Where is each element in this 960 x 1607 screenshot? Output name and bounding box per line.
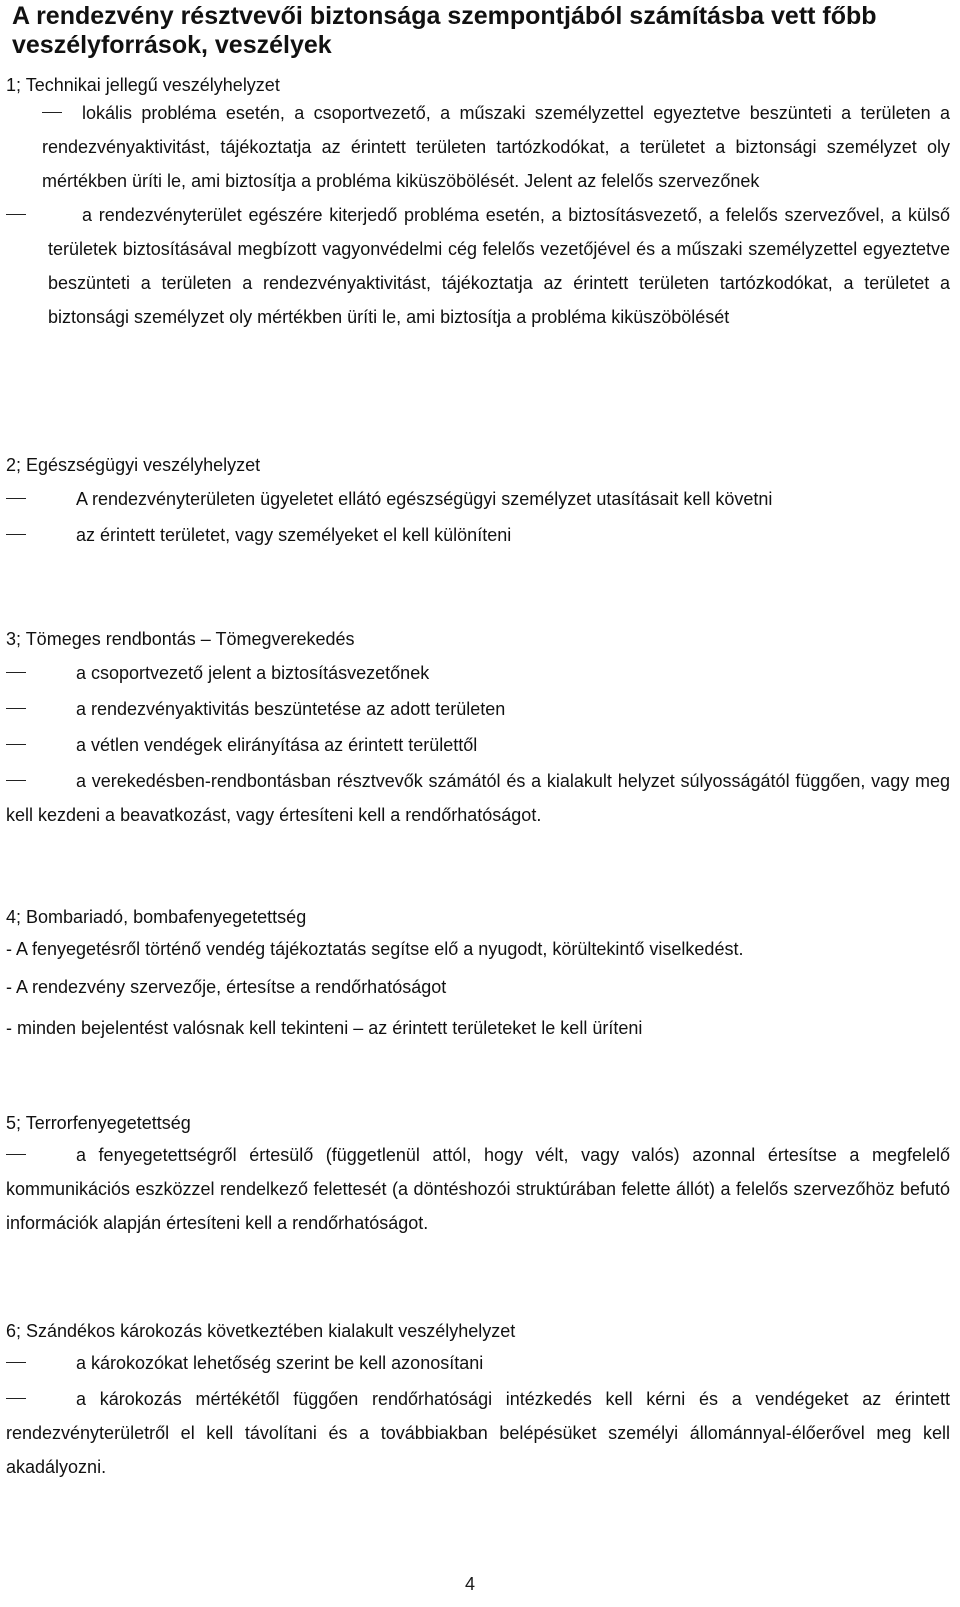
section-bomb-threat — [6, 906, 950, 1050]
list-item-text: a rendezvényterület egészére kiterjedő probléma esetén, a biztosításvezető, a felelős szervezővel, a külső területek biztosításával megbízott vagyonvédelmi cég felelős vezetőjével és a műszaki személyzettel egyeztetve beszünteti a területen a rendezvényaktivitást, tájékoztatja az érintett területen tartózkodókat, a területet a biztonsági személyzet oly mértékben üríti le, ami biztosítja a probléma kiküszöbölését — [48, 205, 950, 327]
section-technical-hazard — [6, 74, 950, 334]
list-item — [6, 1382, 950, 1484]
dash-bullet — [6, 534, 26, 535]
list-item — [6, 1138, 950, 1240]
dash-bullet — [6, 672, 26, 673]
list-item-text: a rendezvényaktivitás beszüntetése az adott területen — [76, 699, 506, 719]
list-item-text: a fenyegetettségről értesülő (függetlenül attól, hogy vélt, vagy valós) azonnal értesítse a megfelelő kommunikációs eszközzel rendelkező felettesét (a döntéshozói struktúrában felette állót) a felelős szervezőhöz befutó információk alapján értesíteni kell a rendőrhatóságot. — [6, 1145, 950, 1233]
list-item — [6, 198, 950, 334]
section-intentional-damage — [6, 1320, 950, 1484]
list-item-text: a vétlen vendégek elirányítása az érintett területtől — [76, 735, 478, 755]
list-item — [6, 1346, 950, 1380]
section-health-hazard — [6, 454, 950, 552]
section-heading: 4; Bombariadó, bombafenyegetettség — [6, 907, 307, 927]
document-title: A rendezvény résztvevői biztonsága szempontjából számításba vett főbb veszélyforrások, veszélyek — [12, 2, 877, 59]
list-item — [6, 482, 950, 516]
section-mass-disturbance — [6, 628, 950, 832]
list-item-text: a károkozókat lehetőség szerint be kell azonosítani — [76, 1353, 484, 1373]
page-number: 4 — [464, 1574, 475, 1594]
section-heading: 1; Technikai jellegű veszélyhelyzet — [6, 75, 280, 95]
list-item — [6, 728, 950, 762]
list-item: - A rendezvény szervezője, értesítse a rendőrhatóságot — [6, 977, 447, 997]
dash-bullet — [6, 780, 26, 781]
list-item — [6, 656, 950, 690]
dash-bullet — [6, 214, 26, 215]
dash-bullet — [6, 1154, 26, 1155]
list-item-text: a károkozás mértékétől függően rendőrhatósági intézkedés kell kérni és a vendégeket az érintett rendezvényterületről el kell távolítani és a továbbiakban belépésüket személyi állománnyal-élőerővel meg kell akadályozni. — [6, 1389, 950, 1477]
section-terror-threat — [6, 1112, 950, 1240]
list-item — [6, 518, 950, 552]
list-item: - A fenyegetésről történő vendég tájékoztatás segítse elő a nyugodt, körültekintő viselkedést. — [6, 939, 744, 959]
list-item-text: A rendezvényterületen ügyeletet ellátó egészségügyi személyzet utasításait kell követni — [76, 489, 773, 509]
dash-bullet — [6, 1398, 26, 1399]
dash-bullet — [6, 498, 26, 499]
dash-bullet — [42, 112, 62, 113]
list-item: - minden bejelentést valósnak kell tekinteni – az érintett területeket le kell üríteni — [6, 1018, 643, 1038]
list-item — [6, 96, 950, 198]
list-item-text: a csoportvezető jelent a biztosításvezetőnek — [76, 663, 430, 683]
list-item — [6, 692, 950, 726]
dash-bullet — [6, 1362, 26, 1363]
section-heading: 6; Szándékos károkozás következtében kialakult veszélyhelyzet — [6, 1321, 516, 1341]
section-heading: 2; Egészségügyi veszélyhelyzet — [6, 455, 261, 475]
dash-bullet — [6, 708, 26, 709]
dash-bullet — [6, 744, 26, 745]
list-item — [6, 764, 950, 832]
section-heading: 3; Tömeges rendbontás – Tömegverekedés — [6, 629, 355, 649]
list-item-text: az érintett területet, vagy személyeket el kell különíteni — [76, 525, 512, 545]
list-item-text: lokális probléma esetén, a csoportvezető, a műszaki személyzettel egyeztetve beszünteti a területen a rendezvényaktivitást, tájékoztatja az érintett területen tartózkodókat, a területet a biztonsági személyzet oly mértékben üríti le, ami biztosítja a probléma kiküszöbölését. Jelent az felelős szervezőnek — [42, 103, 950, 191]
section-heading: 5; Terrorfenyegetettség — [6, 1113, 191, 1133]
list-item-text: a verekedésben-rendbontásban résztvevők számától és a kialakult helyzet súlyosságától függően, vagy meg kell kezdeni a beavatkozást, vagy értesíteni kell a rendőrhatóságot. — [6, 771, 950, 825]
